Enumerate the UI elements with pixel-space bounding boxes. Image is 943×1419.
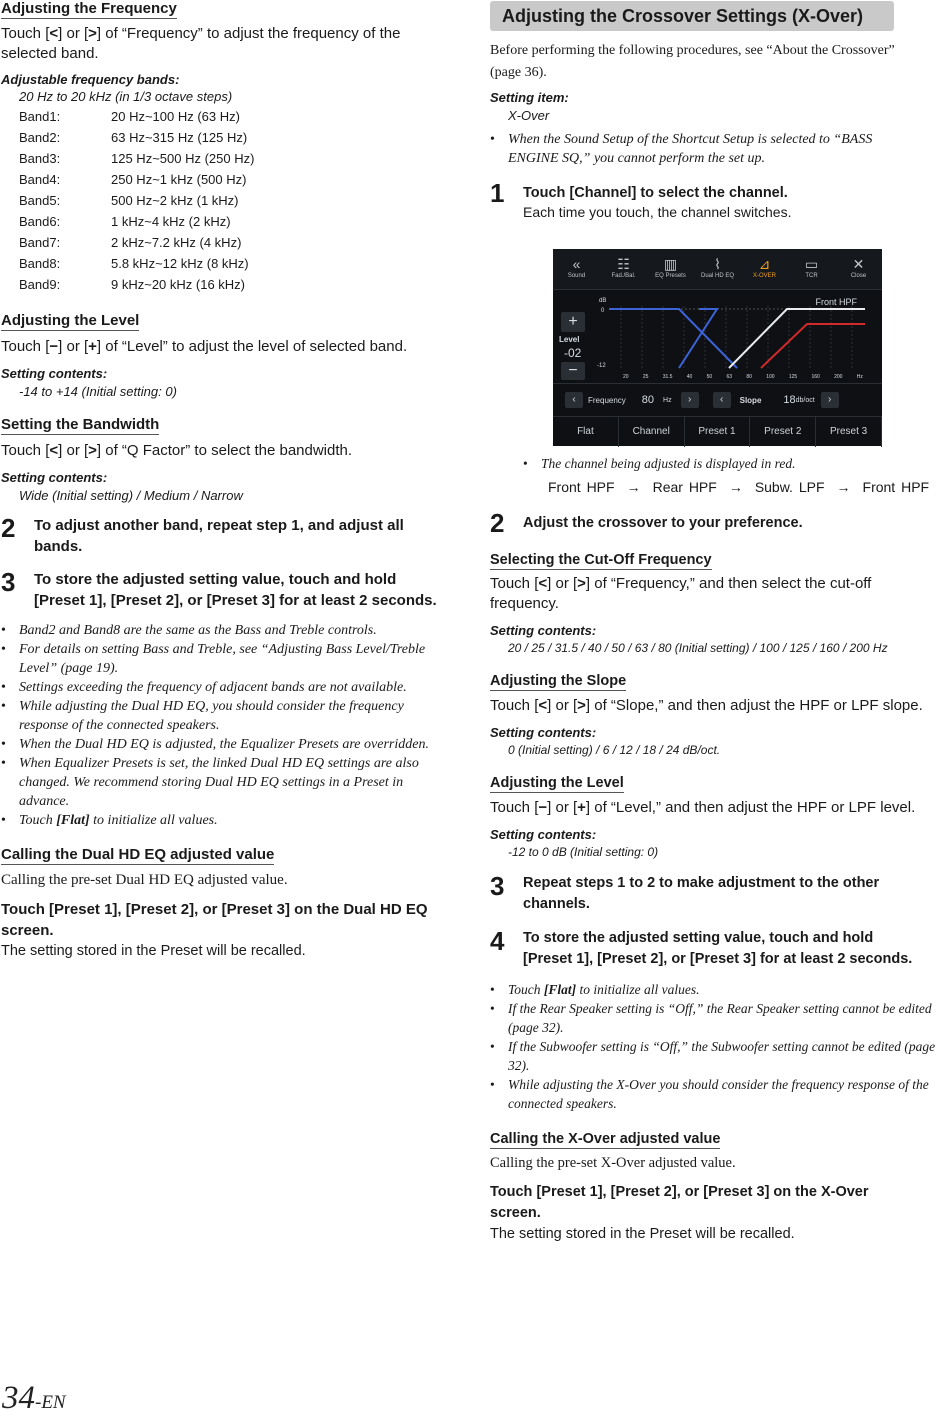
slope-contents: 0 (Initial setting) / 6 / 12 / 18 / 24 dB/oct. — [508, 743, 721, 757]
calling-result: The setting stored in the Preset will be recalled. — [1, 943, 306, 959]
text: (page 36). — [490, 65, 547, 80]
bands-range: 20 Hz to 20 kHz (in 1/3 octave steps) — [19, 89, 233, 104]
step-1 — [490, 180, 942, 222]
bandwidth-instruction — [1, 441, 453, 461]
device-bottom-button[interactable]: Preset 3 — [816, 417, 882, 447]
slope-value: 18 — [783, 394, 796, 406]
tab-label: Close — [850, 273, 867, 279]
chevron-left-icon: < — [538, 575, 548, 592]
text: Touch [ — [1, 338, 50, 355]
text: channels. — [523, 896, 590, 912]
text: ] or [ — [58, 442, 89, 459]
device-tab[interactable] — [647, 249, 694, 289]
band-range: 5.8 kHz~12 kHz (8 kHz) — [111, 256, 249, 271]
preset-3-label: Preset 3 — [226, 901, 285, 918]
step-number: 1 — [490, 178, 505, 208]
text: to initialize all values. — [89, 813, 218, 828]
text: screen. — [490, 1205, 541, 1221]
text: ], or [ — [671, 1184, 709, 1200]
freq-tick: 80 — [746, 374, 752, 380]
step-number: 2 — [1, 513, 16, 543]
xover-level-contents-label: Setting contents: — [490, 827, 597, 842]
crossover-intro — [490, 40, 942, 84]
flat-button-ref: [Flat] — [56, 813, 90, 828]
preset-1-label: Preset 1 — [527, 951, 585, 967]
device-bottom-button[interactable]: Flat — [553, 417, 619, 447]
text: Touch [ — [1, 25, 50, 42]
band-name: Band5: — [19, 193, 61, 208]
channel-title: Front HPF — [815, 297, 857, 307]
preset-3-label: Preset 3 — [708, 1184, 765, 1200]
band-name: Band7: — [19, 235, 61, 250]
left-column — [1, 0, 453, 961]
text: ] of “Slope,” and then adjust the HPF or LPF slope. — [585, 697, 923, 714]
plus-icon: + — [577, 799, 586, 816]
right-notes — [490, 999, 942, 1113]
device-top-tabs — [553, 249, 882, 290]
band-row — [19, 127, 453, 148]
text: ] of “Frequency” to adjust the frequency of the — [96, 25, 401, 42]
note-flat-right — [490, 980, 942, 999]
text: ], [ — [112, 901, 131, 918]
preset-2-label: Preset 2 — [130, 901, 190, 918]
text: ], [ — [584, 951, 602, 967]
heading-slope: Adjusting the Slope — [490, 673, 627, 689]
freq-tick: 31.5 — [662, 374, 673, 380]
freq-tick-labels — [623, 374, 863, 380]
text: ], or [ — [658, 951, 695, 967]
step-text — [523, 873, 879, 915]
device-screenshot-xover — [553, 249, 882, 446]
step-number: 3 — [490, 871, 505, 901]
tab-icon: ⌇ — [714, 256, 721, 272]
band-name: Band8: — [19, 256, 61, 271]
step-subtext: Each time you touch, the channel switches. — [523, 204, 792, 220]
step-2-right — [490, 510, 942, 536]
text: To adjust another band, repeat step 1, and adjust all — [34, 517, 404, 534]
note-red-channel: • The channel being adjusted is displayed in red. — [523, 454, 942, 473]
device-bottom-button[interactable]: Preset 1 — [685, 417, 751, 447]
text: Touch [ — [490, 697, 539, 714]
note-item: • Settings exceeding the frequency of adjacent bands are not available. — [1, 678, 453, 697]
tab-icon: ☷ — [617, 256, 630, 272]
step-number: 2 — [490, 508, 505, 538]
text: ] of “Level” to adjust the level of selected band. — [96, 338, 408, 355]
left-notes — [1, 621, 453, 811]
xover-level-contents: -12 to 0 dB (Initial setting: 0) — [508, 845, 659, 859]
band-range: 1 kHz~4 kHz (2 kHz) — [111, 214, 231, 229]
note-item: • If the Rear Speaker setting is “Off,” the Rear Speaker setting cannot be edited (page 32). — [490, 999, 942, 1037]
text: Touch [ — [523, 185, 575, 201]
setting-item-value: X-Over — [508, 108, 550, 123]
preset-1-label: Preset 1 — [39, 592, 98, 609]
bands-label: Adjustable frequency bands: — [1, 72, 180, 87]
text: ], [ — [97, 592, 116, 609]
band-row — [19, 211, 453, 232]
channel-button-ref: Channel — [574, 185, 632, 201]
level-instruction — [1, 337, 453, 357]
curve-white — [729, 309, 865, 368]
preset-2-label: Preset 2 — [115, 592, 175, 609]
tab-label: TCR — [805, 273, 818, 279]
channel-name: Front HPF — [862, 479, 930, 495]
text: [ — [523, 951, 528, 967]
db-bottom-tick: -12 — [597, 363, 606, 369]
band-name: Band3: — [19, 151, 61, 166]
band-range: 63 Hz~315 Hz (125 Hz) — [111, 130, 248, 145]
text: ] of “Q Factor” to select the bandwidth. — [96, 442, 353, 459]
curve-lpf-blue — [609, 309, 737, 368]
text: ] or [ — [58, 25, 89, 42]
page-footer — [2, 1380, 66, 1417]
preset-3-label: Preset 3 — [211, 592, 270, 609]
device-tab[interactable] — [694, 249, 741, 289]
text: Touch [ — [490, 799, 539, 816]
device-tab[interactable] — [741, 249, 788, 289]
step-4-right — [490, 928, 942, 970]
band-name: Band9: — [19, 277, 61, 292]
step-2 — [1, 515, 453, 557]
freq-tick: 25 — [642, 374, 649, 380]
heading-calling-xover: Calling the X-Over adjusted value — [490, 1131, 721, 1147]
step-3-right — [490, 873, 942, 915]
minus-icon: − — [538, 799, 548, 816]
device-controls-row — [553, 383, 882, 416]
flat-button-ref: [Flat] — [543, 982, 577, 997]
tab-icon: ⊿ — [758, 256, 771, 272]
band-range: 250 Hz~1 kHz (500 Hz) — [111, 172, 247, 187]
calling-xover-result: The setting stored in the Preset will be recalled. — [490, 1226, 795, 1242]
band-range: 2 kHz~7.2 kHz (4 kHz) — [111, 235, 242, 250]
band-range: 500 Hz~2 kHz (1 kHz) — [111, 193, 239, 208]
section-banner-crossover: Adjusting the Crossover Settings (X-Over) — [490, 1, 894, 31]
minus-icon: − — [49, 338, 59, 355]
step-number: 3 — [1, 567, 16, 597]
device-bottom-buttons — [553, 416, 882, 447]
band-row — [19, 190, 453, 211]
band-range: 125 Hz~500 Hz (250 Hz) — [111, 151, 255, 166]
band-row — [19, 169, 453, 190]
band-name: Band4: — [19, 172, 61, 187]
text: ] or [ — [547, 697, 578, 714]
band-row — [19, 106, 453, 127]
text: ], or [ — [189, 901, 227, 918]
text: ], or [ — [174, 592, 212, 609]
chevron-right-icon: > — [88, 25, 97, 42]
text: Touch [ — [490, 575, 539, 592]
channel-sequence — [548, 477, 942, 497]
text: [ — [34, 592, 39, 609]
freq-tick: 100 — [766, 374, 775, 380]
graph-gridlines — [621, 306, 852, 368]
slope-right-arrow-button[interactable]: › — [821, 392, 839, 408]
tab-label: EQ Presets — [655, 273, 686, 279]
band-row — [19, 253, 453, 274]
tab-icon: ▭ — [804, 256, 819, 272]
band-range: 9 kHz~20 kHz (16 kHz) — [111, 277, 246, 292]
heading-calling-dual-hd-eq: Calling the Dual HD EQ adjusted value — [1, 846, 275, 863]
slope-instruction — [490, 696, 942, 716]
tab-icon: ✕ — [852, 256, 865, 272]
step-body — [523, 180, 791, 222]
slope-label: Slope — [739, 395, 762, 405]
channel-name: Rear HPF — [652, 479, 717, 495]
freq-tick: 20 — [623, 374, 629, 380]
text: to initialize all values. — [576, 982, 700, 997]
freq-tick: 63 — [726, 374, 733, 380]
tab-label: Sound — [567, 273, 586, 279]
text: ] to select the channel. — [631, 185, 788, 201]
chevron-right-icon: > — [88, 442, 97, 459]
text: bands. — [34, 538, 83, 555]
freq-tick: 125 — [788, 374, 798, 380]
chevron-right-icon: > — [577, 575, 586, 592]
tab-icon: « — [572, 256, 581, 272]
bandwidth-contents: Wide (Initial setting) / Medium / Narrow — [19, 488, 243, 503]
chevron-left-icon: < — [538, 697, 548, 714]
text: ] on the X-Over — [764, 1184, 869, 1200]
note-item: • When the Dual HD EQ is adjusted, the Equalizer Presets are overridden. — [1, 735, 453, 754]
note-item: • While adjusting the Dual HD EQ, you should consider the frequency response of the connected speakers. — [1, 697, 453, 735]
db-top-tick: 0 — [601, 308, 605, 314]
setting-item-label: Setting item: — [490, 90, 569, 105]
preset-2-label: Preset 2 — [602, 951, 659, 967]
freq-tick: 200 — [834, 374, 843, 380]
curve-hpf-blue — [679, 309, 717, 368]
freq-unit: Hz — [663, 396, 672, 404]
text: Touch [ — [1, 442, 50, 459]
arrow-right-icon: → — [836, 479, 851, 495]
note-bass-engine: • When the Sound Setup of the Shortcut Setup is selected to “BASS ENGINE SQ,” you cannot perform the set up. — [490, 130, 918, 168]
tab-icon: ▥ — [663, 256, 678, 272]
level-contents: -14 to +14 (Initial setting: 0) — [19, 384, 177, 399]
text: Before performing the following procedures, see “About the Crossover” — [490, 43, 895, 58]
text: ] or [ — [547, 575, 578, 592]
page-number: 34 — [2, 1380, 35, 1416]
text: frequency. — [490, 595, 559, 612]
preset-1-label: Preset 1 — [541, 1184, 598, 1200]
channel-name: Front HPF — [548, 479, 615, 495]
device-bottom-button[interactable]: Channel — [619, 417, 685, 447]
heading-xover-level: Adjusting the Level — [490, 775, 624, 791]
level-value: -02 — [564, 346, 582, 360]
level-minus-button[interactable]: − — [561, 362, 585, 380]
freq-tick: 50 — [706, 374, 713, 380]
slope-unit: db/oct — [795, 396, 815, 404]
text: To store the adjusted setting value, touch and hold — [34, 571, 397, 588]
note-item: • If the Subwoofer setting is “Off,” the Subwoofer setting cannot be edited (page 32). — [490, 1037, 942, 1075]
step-text — [523, 928, 912, 970]
calling-xover-instruction — [490, 1182, 942, 1224]
text: To store the adjusted setting value, touch and hold — [523, 930, 874, 946]
level-label: Level — [559, 335, 580, 344]
note-item: • For details on setting Bass and Treble, see “Adjusting Bass Level/Treble Level” (page 19). — [1, 640, 453, 678]
heading-adjusting-level: Adjusting the Level — [1, 312, 140, 329]
xover-graph-area — [553, 290, 882, 383]
text: Repeat steps 1 to 2 to make adjustment to the other — [523, 875, 880, 891]
device-tab[interactable] — [600, 249, 647, 289]
freq-instruction — [1, 24, 453, 64]
text: ] or [ — [58, 338, 89, 355]
band-name: Band1: — [19, 109, 61, 124]
heading-setting-bandwidth: Setting the Bandwidth — [1, 416, 160, 433]
freq-tick: Hz — [856, 374, 863, 380]
level-contents-label: Setting contents: — [1, 366, 108, 381]
step-3 — [1, 569, 453, 611]
chevron-left-icon: < — [49, 25, 59, 42]
text: ] of “Frequency,” and then select the cut-off — [585, 575, 872, 592]
step-text: Adjust the crossover to your preference. — [523, 515, 803, 531]
text: Touch [ — [490, 1184, 542, 1200]
xover-level-instruction — [490, 798, 942, 818]
step-text — [34, 515, 404, 557]
channel-name: Subw. LPF — [754, 479, 825, 495]
text: Touch — [19, 813, 57, 828]
text: ] or [ — [547, 799, 578, 816]
device-tab[interactable] — [553, 249, 600, 289]
note-item: • When Equalizer Presets is set, the linked Dual HD EQ settings are also changed. We recommend storing Dual HD EQ settings in a Preset in advance. — [1, 754, 453, 811]
freq-right-arrow-button[interactable]: › — [681, 392, 699, 408]
band-row — [19, 274, 453, 295]
step1-note — [523, 454, 942, 497]
note-flat — [1, 811, 453, 830]
freq-tick: 160 — [811, 374, 820, 380]
note-item: • While adjusting the X-Over you should consider the frequency response of the connected speakers. — [490, 1075, 942, 1113]
page-suffix: -EN — [35, 1392, 66, 1413]
step-text — [523, 180, 791, 202]
step-number: 4 — [490, 926, 505, 956]
text: ] for at least 2 seconds. — [269, 592, 437, 609]
text: ], [ — [597, 1184, 616, 1200]
band-list — [19, 106, 453, 295]
band-row — [19, 232, 453, 253]
text: ] on the Dual HD EQ — [285, 901, 428, 918]
text: ] for at least 2 seconds. — [751, 951, 913, 967]
heading-adjusting-frequency: Adjusting the Frequency — [1, 0, 177, 17]
level-plus-button[interactable]: + — [561, 312, 585, 332]
device-bottom-button[interactable]: Preset 2 — [750, 417, 816, 447]
note-item: • Band2 and Band8 are the same as the Bass and Treble controls. — [1, 621, 453, 640]
cutoff-contents: 20 / 25 / 31.5 / 40 / 50 / 63 / 80 (Initial setting) / 100 / 125 / 160 / 200 Hz — [508, 641, 888, 655]
chevron-right-icon: > — [577, 697, 586, 714]
preset-3-label: Preset 3 — [694, 951, 752, 967]
freq-tick: 40 — [686, 374, 693, 380]
text: Touch — [508, 982, 544, 997]
heading-cutoff: Selecting the Cut-Off Frequency — [490, 552, 712, 568]
tab-label: Dual HD EQ — [700, 273, 734, 279]
step-text — [34, 569, 437, 611]
calling-desc: Calling the pre-set Dual HD EQ adjusted value. — [1, 872, 288, 888]
freq-left-arrow-button[interactable]: ‹ — [565, 392, 583, 408]
band-name: Band6: — [19, 214, 61, 229]
tab-label: X-OVER — [752, 273, 776, 279]
plus-icon: + — [88, 338, 97, 355]
calling-xover-desc: Calling the pre-set X-Over adjusted value. — [490, 1155, 736, 1171]
device-tab[interactable] — [835, 249, 882, 289]
preset-2-label: Preset 2 — [615, 1184, 672, 1200]
db-label: dB — [599, 298, 607, 304]
calling-instruction — [1, 899, 453, 941]
curve-active-red — [761, 324, 865, 368]
arrow-right-icon: → — [626, 479, 641, 495]
preset-1-label: Preset 1 — [54, 901, 113, 918]
chevron-left-icon: < — [49, 442, 59, 459]
text: selected band. — [1, 45, 99, 62]
device-tab[interactable] — [788, 249, 835, 289]
xover-graph — [609, 306, 865, 372]
slope-contents-label: Setting contents: — [490, 725, 597, 740]
freq-value: 80 — [641, 394, 655, 406]
text: Touch [ — [1, 901, 55, 918]
cutoff-contents-label: Setting contents: — [490, 623, 597, 638]
band-range: 20 Hz~100 Hz (63 Hz) — [111, 109, 240, 124]
arrow-right-icon: → — [728, 479, 743, 495]
freq-label: Frequency — [588, 395, 626, 405]
bandwidth-contents-label: Setting contents: — [1, 470, 108, 485]
band-row — [19, 148, 453, 169]
slope-left-arrow-button[interactable]: ‹ — [713, 392, 731, 408]
band-name: Band2: — [19, 130, 61, 145]
tab-label: Fad./Bal. — [611, 273, 636, 279]
right-column — [490, 0, 942, 1244]
text: screen. — [1, 922, 54, 939]
cutoff-instruction — [490, 574, 942, 614]
text: ] of “Level,” and then adjust the HPF or LPF level. — [585, 799, 916, 816]
